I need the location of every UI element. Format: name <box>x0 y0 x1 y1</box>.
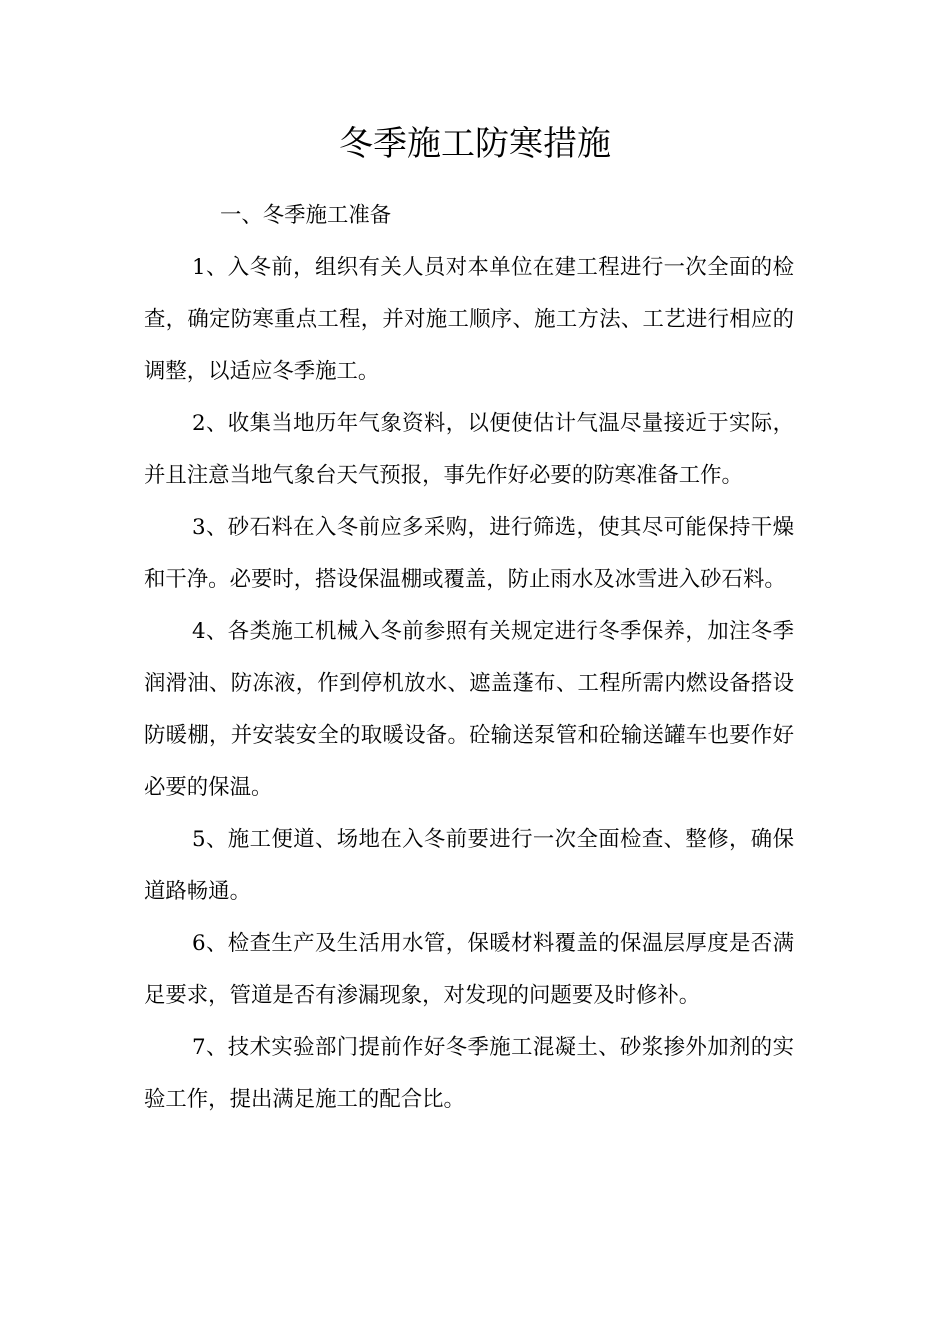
paragraph-2: 2、收集当地历年气象资料，以便使估计气温尽量接近于实际，并且注意当地气象台天气预报，事先作好必要的防寒准备工作。 <box>144 411 794 488</box>
paragraph-6: 6、检查生产及生活用水管，保暖材料覆盖的保温层厚度是否满足要求，管道是否有渗漏现象，对发现的问题要及时修补。 <box>144 931 794 1008</box>
document-title: 冬季施工防寒措施 <box>339 124 611 164</box>
paragraph-7: 7、技术实验部门提前作好冬季施工混凝土、砂浆掺外加剂的实验工作，提出满足施工的配合比。 <box>144 1035 794 1112</box>
section-heading: 一、冬季施工准备 <box>220 203 392 228</box>
paragraph-5: 5、施工便道、场地在入冬前要进行一次全面检查、整修，确保道路畅通。 <box>144 827 794 904</box>
paragraph-1: 1、入冬前，组织有关人员对本单位在建工程进行一次全面的检查，确定防寒重点工程，并对施工顺序、施工方法、工艺进行相应的调整，以适应冬季施工。 <box>144 255 794 384</box>
paragraph-3: 3、砂石料在入冬前应多采购，进行筛选，使其尽可能保持干燥和干净。必要时，搭设保温棚或覆盖，防止雨水及冰雪进入砂石料。 <box>144 515 794 592</box>
paragraph-4: 4、各类施工机械入冬前参照有关规定进行冬季保养，加注冬季润滑油、防冻液，作到停机放水、遮盖蓬布、工程所需内燃设备搭设防暖棚，并安装安全的取暖设备。砼输送泵管和砼输送罐车也要作好必要的保温。 <box>144 619 794 800</box>
document-body <box>144 190 794 1126</box>
